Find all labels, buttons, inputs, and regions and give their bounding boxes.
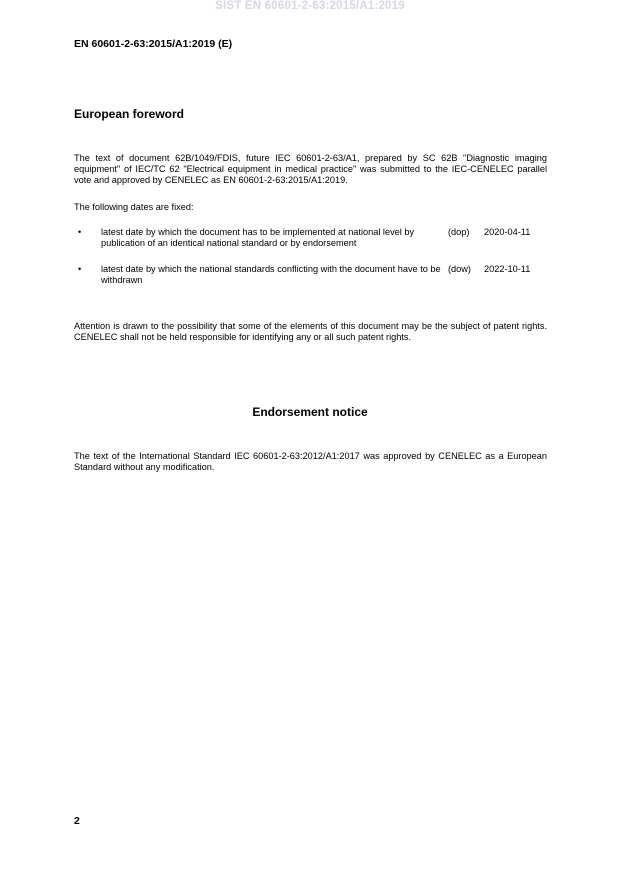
date-item-dop [74,227,547,251]
date-item-dow [74,264,547,288]
dates-intro: The following dates are fixed: [74,202,194,212]
date-description: latest date by which the document has to be implemented at national level by publication of an identical national standard or by endorsement [101,227,415,248]
patent-attention-paragraph: Attention is drawn to the possibility that some of the elements of this document may be the subject of patent rights. CENELEC shall not be held responsible for identifying any or all such patent rights. [74,321,547,342]
endorsement-heading: Endorsement notice [252,405,368,419]
date-code: (dop) [448,227,470,237]
watermark: SIST EN 60601-2-63:2015/A1:2019 [215,0,405,12]
foreword-paragraph: The text of document 62B/1049/FDIS, future IEC 60601-2-63/A1, prepared by SC 62B "Diagnostic imaging equipment" of IEC/TC 62 "Electrical equipment in medical practice" was submitted to the IEC-CENELEC parallel vote and approved by CENELEC as EN 60601-2-63:2015/A1:2019. [74,153,547,185]
foreword-heading: European foreword [74,107,185,121]
date-description: latest date by which the national standards conflicting with the document have to be withdrawn [101,264,441,285]
bullet-icon: • [78,227,82,237]
document-id-header: EN 60601-2-63:2015/A1:2019 (E) [74,38,233,50]
bullet-icon: • [78,264,82,274]
page-number: 2 [74,815,80,827]
date-value: 2020-04-11 [484,227,531,237]
endorsement-paragraph: The text of the International Standard IEC 60601-2-63:2012/A1:2017 was approved by CENELEC as a European Standard without any modification. [74,451,547,472]
date-value: 2022-10-11 [484,264,531,274]
date-code: (dow) [448,264,471,274]
